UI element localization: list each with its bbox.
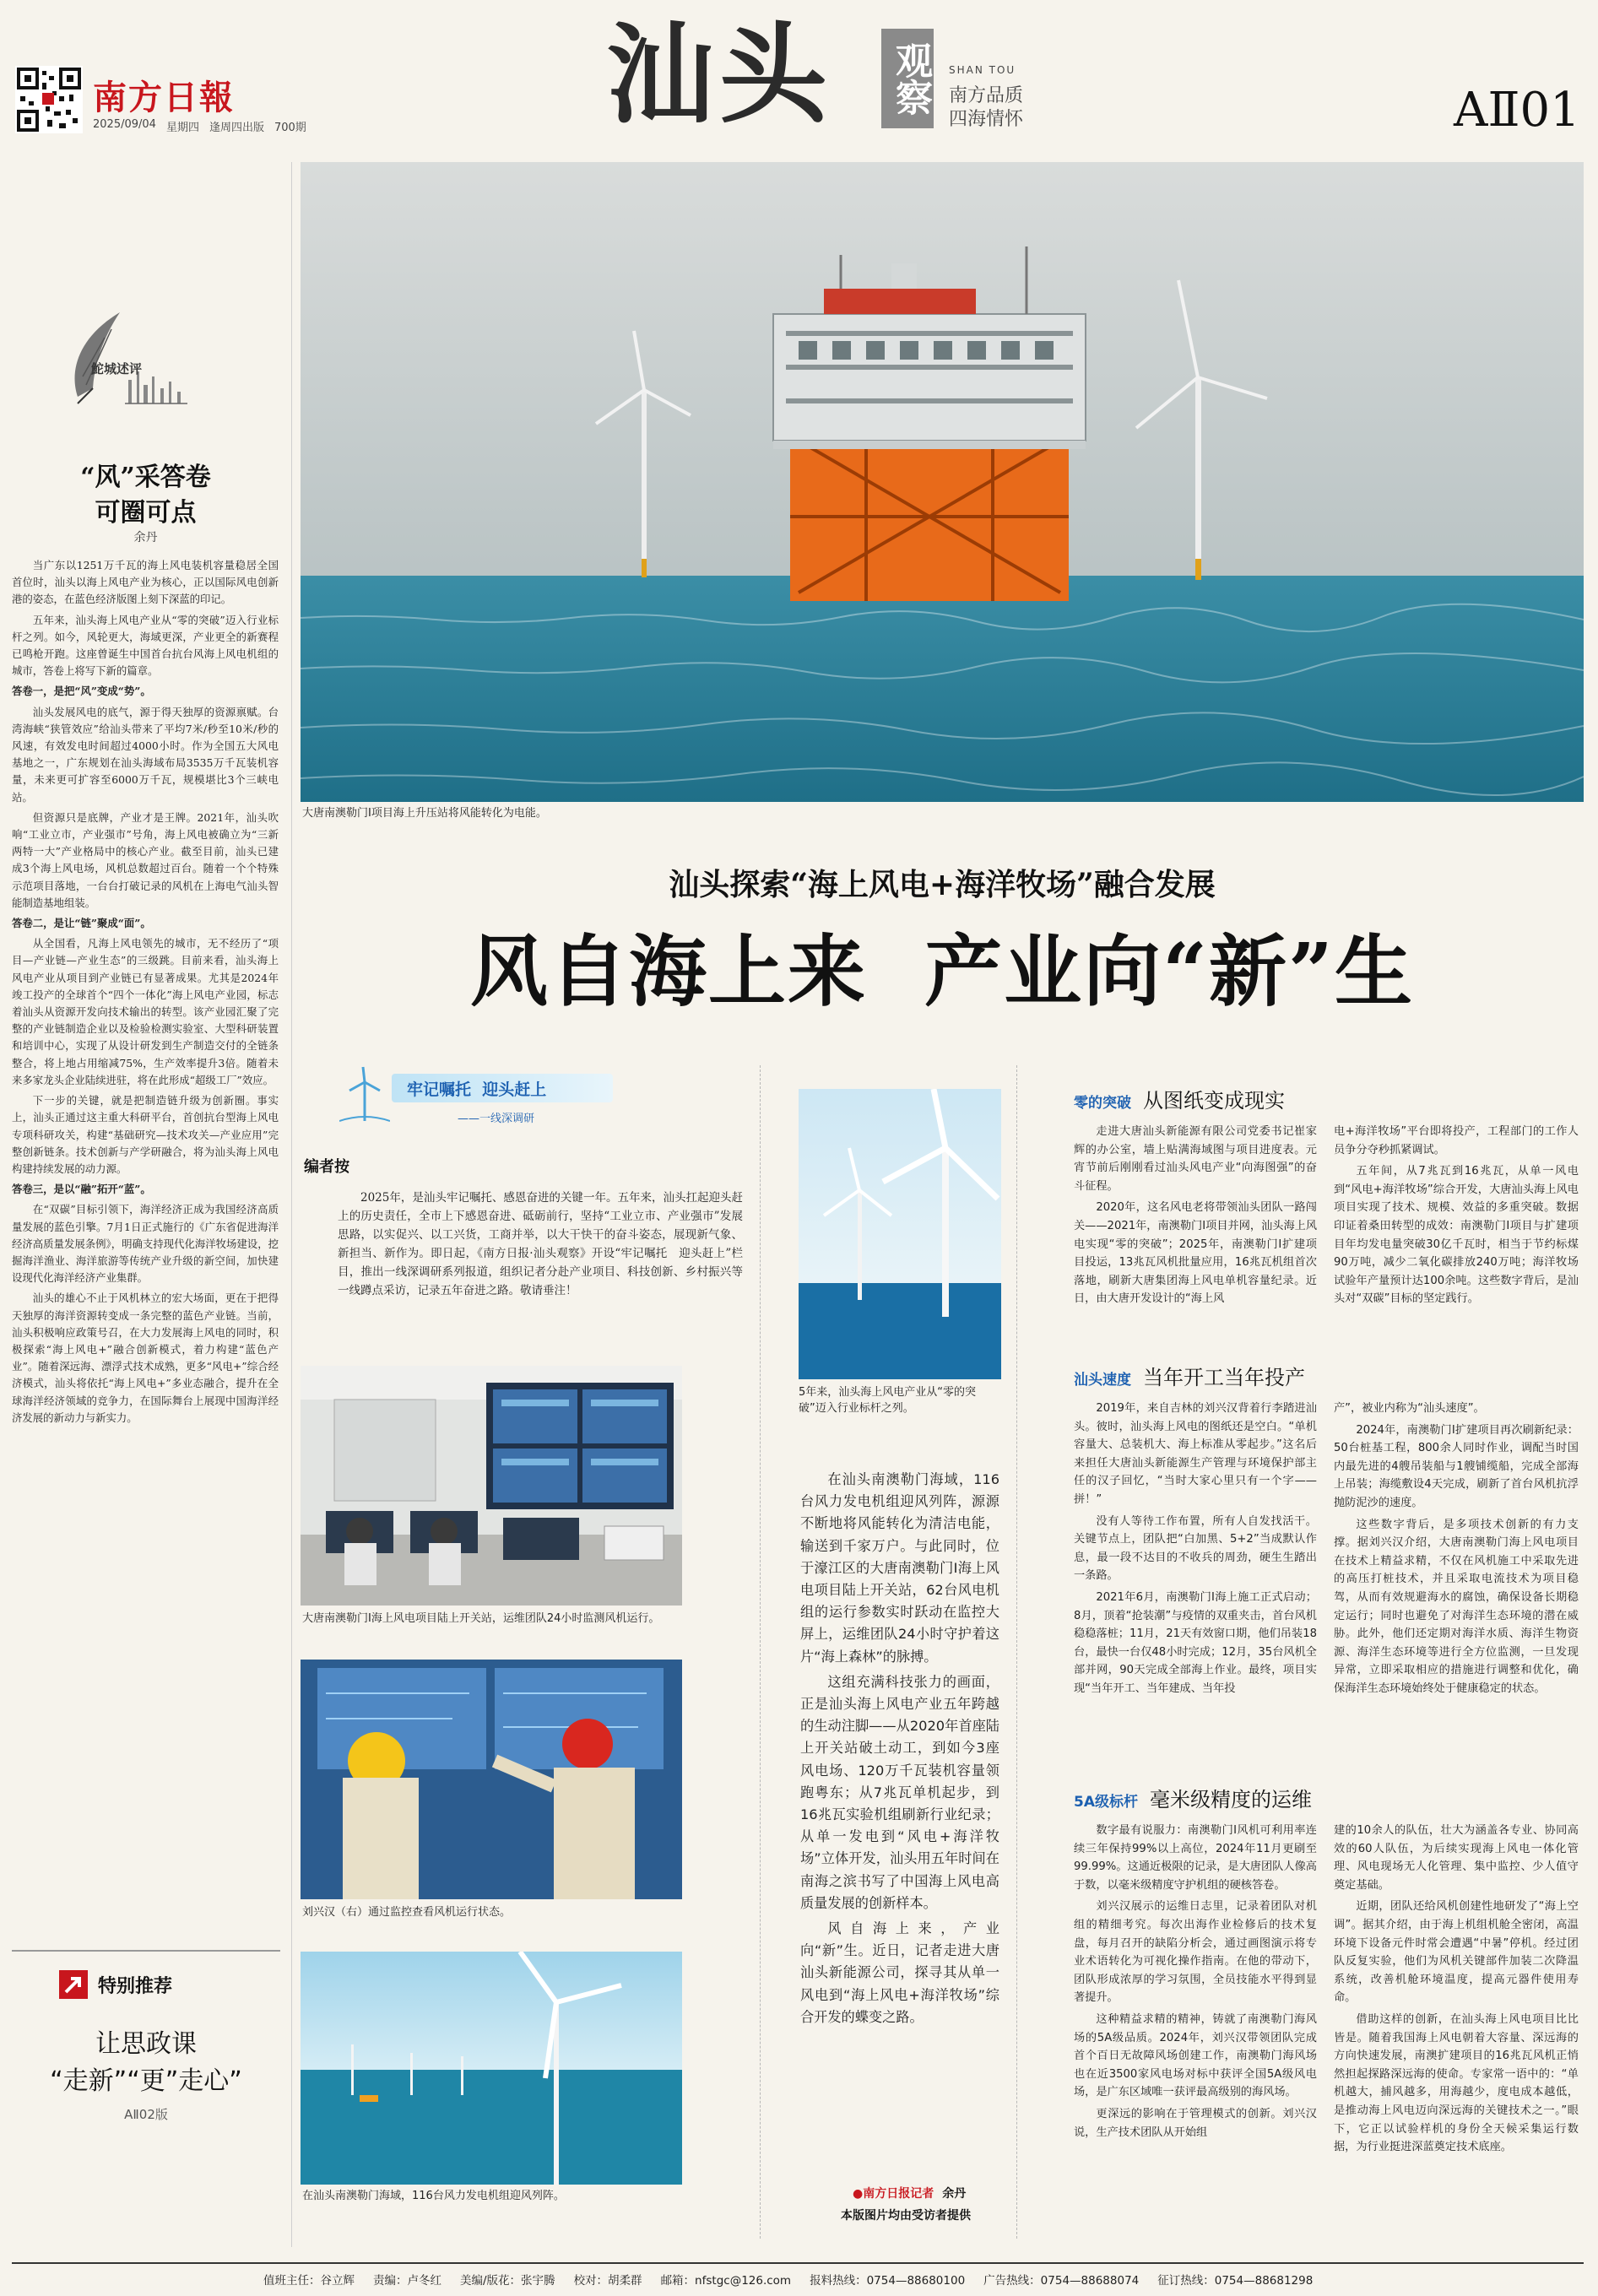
section2-head — [1074, 1361, 1305, 1390]
sidebar-paragraph: 下一步的关键，就是把制造链升级为创新圈。事实上，汕头正通过这主重大科研平台，首创抗台型海上风电专项科研攻关，构建“基础研究—技术攻关—产业应用”完整创新链条。技术创新与产学研融合，将为汕头海上风电构建持续发展的动力源。 — [12, 1094, 279, 1175]
footer-email[interactable]: 邮箱：nfstgc@126.com — [660, 2274, 792, 2288]
sidebar-body — [12, 557, 279, 1430]
section3-paragraph: 数字最有说服力：南澳勒门Ⅰ风机可利用率连续三年保持99%以上高位，2024年11月更刷至99.99%。这通近极限的记录，是大唐团队人像高于数，以毫米级精度守护机组的硬核答卷。 — [1074, 1824, 1317, 1892]
byline-outlet: ●南方日报记者 — [853, 2187, 934, 2201]
headline-main: 风自海上来 产业向“新”生 — [470, 926, 1414, 1017]
section3-paragraph: 建的10余人的队伍，壮大为涵盖各专业、协同高效的60人队伍，为后续实现海上风电一体化管理、风电现场无人化管理、集中监控、少人值守奠定基础。 — [1334, 1824, 1579, 1892]
column-name: 鮀城述评 — [91, 361, 143, 376]
recommend-page[interactable]: AⅡ02版 — [124, 2107, 168, 2122]
section2-paragraph: 2024年，南澳勒门Ⅰ扩建项目再次刷新纪录：50台桩基工程，800余人同时作业，调配当时国内最先进的4艘吊装船与1艘铺缆船，完成全部海上吊装；海缆敷设4天完成，刷新了首台风机抗浮抛防泥沙的速度。 — [1334, 1423, 1579, 1509]
sidebar-paragraph: 从全国看，凡海上风电领先的城市，无不经历了“项目—产业链—产业生态”的三级跳。目前来看，汕头海上风电产业从项目到产业链已有显著成果。尤其是2024年竣工投产的全球首个“四个一体化”海上风电产业园，标志着汕头从资源开发向技术输出的转型。该产业园汇聚了完整的产业链制造企业以及检验检测实验室、大型科研装置和培训中心，实现了从设计研发到生产制造交付的全链条整合，将上地占用缩减75%，生产效率提升3倍。随着未来多家龙头企业陆续进驻，将在此形成“超级工厂”效应。 — [12, 937, 279, 1086]
sidebar-paragraph: 汕头的雄心不止于风机林立的宏大场面，更在于把得天独厚的海洋资源转变成一条完整的蓝色产业链。当前，汕头积极响应政策号召，在大力发展海上风电的同时，积极探索“海上风电+”融合创新模式，着力构建“蓝色产业”。随着深远海、漂浮式技术成熟，更多“风电+”综合经济模式，汕头将依托“海上风电+”多业态融合，提升在全球海洋经济领域的竞争力，在国际舞台上展现中国海洋经济发展的新动力与新实力。 — [12, 1292, 279, 1424]
control-room-image — [301, 1366, 682, 1606]
section1-title: 从图纸变成现实 — [1143, 1089, 1285, 1113]
section2-tag: 汕头速度 — [1074, 1372, 1131, 1389]
control-room-caption: 大唐南澳勒门Ⅰ海上风电项目陆上开关站，运维团队24小时监测风机运行。 — [302, 1612, 660, 1625]
section3-paragraph: 刘兴汉展示的运维日志里，记录着团队对机组的精细考究。每次出海作业检修后的技术复盘，每月召开的缺陷分析会，通过画图演示将专业术语转化为可视化操作指南。在他的带动下，团队形成浓厚的学习氛围，全员技能水平得到显著提升。 — [1074, 1900, 1317, 2005]
footer-item: 校对：胡柔群 — [573, 2274, 642, 2288]
section3-col2 — [1334, 1822, 1579, 2160]
paper-name: 南方日報 — [93, 78, 235, 117]
section1-paragraph: 五年间，从7兆瓦到16兆瓦，从单一风电到“风电+海洋牧场”综合开发，大唐汕头海上风电项目实现了技术、规模、效益的多重突破。数据印证着桑田转型的成效：南澳勒门Ⅰ项目与扩建项目年均发电量突破30亿千瓦时，相当于节约标煤90万吨，减少二氧化碳排放240万吨；海洋牧场试验年产量预计达100余吨。这些数字背后，是汕头对“双碳”目标的坚定践行。 — [1334, 1165, 1579, 1306]
footer-rule — [12, 2262, 1584, 2264]
workers-photo — [301, 1660, 682, 1899]
section2-col1 — [1074, 1400, 1317, 1702]
section2-paragraph: 这些数字背后，是多项技术创新的有力支撑。据刘兴汉介绍，大唐南澳勒门海上风电项目在技术上精益求精，不仅在风机施工中采取先进的高压打桩技术，并且采取电流技术为项目稳驾，从而有效规避海水的腐蚀，确保设备长期稳定运行；同时也避免了对海洋生态环境的潜在威胁。此外，他们还定期对海洋水质、海洋生物资源、海洋生态环境等进行全方位监测，一旦发现异常，立即采取相应的措施进行调整和优化，确保海洋生态环境始终处于健康稳定的状态。 — [1334, 1518, 1579, 1695]
section2-title: 当年开工当年投产 — [1143, 1366, 1305, 1389]
section1-tag: 零的突破 — [1074, 1095, 1131, 1112]
footer-item: 值班主任：谷立辉 — [263, 2274, 355, 2288]
recommend-divider — [12, 1950, 280, 1952]
section2-paragraph: 2021年6月，南澳勒门Ⅰ海上施工正式启动；8月，顶着“抢装潮”与疫情的双重夹击，首台风机稳稳落桩；11月，21天有效窗口期，他们吊装18台，最快一台仅48小时完成；12月，35台风机全部并网，90天完成全部海上作业。最终，项目实现“当年开工、当年建成、当年投 — [1074, 1590, 1317, 1695]
recommend-box[interactable] — [12, 1967, 280, 2169]
series-badge-subtitle: ——一线深调研 — [458, 1113, 535, 1125]
editor-note-text: 2025年，是汕头牢记嘱托、感恩奋进的关键一年。五年来，汕头扛起迎头赶上的历史责任，全市上下感恩奋进、砥砺前行，坚持“工业立市、产业强市”发展思路，以实促兴、以工兴货，工商并举，以大干快干的奋斗姿态，展现新气象、新担当、新作为。即日起，《南方日报·汕头观察》开设“牢记嘱托 迎头赶上”栏目，推出一线深调研系列报道，组织记者分赴产业项目、科技创新、乡村振兴等一线蹲点采访，记录五年奋进之路。敬请垂注！ — [338, 1191, 743, 1297]
control-room-photo — [301, 1366, 682, 1606]
section1-head — [1074, 1084, 1285, 1113]
footer-item: 征订热线：0754—88681298 — [1157, 2274, 1314, 2288]
sidebar-paragraph: 在“双碳”目标引领下，海洋经济正成为我国经济高质量发展的蓝色引擎。7月1日正式施行的《广东省促进海洋经济高质量发展条例》，明确支持现代化海洋牧场建设，挖掘海洋渔业、海洋旅游等传统产业升级的新空间，加快建设现代化海洋经济产业集群。 — [12, 1203, 279, 1285]
qr-code-icon — [15, 66, 83, 133]
section3-paragraph: 这种精益求精的精神，铸就了南澳勒门海风场的5A级品质。2024年，刘兴汉带领团队完成首个百日无故障风场创建工作，南澳勒门海风场也在近3500家风电场对标中获评全国5A级风电场，是广东区域唯一获评最高级别的海风场。 — [1074, 2012, 1317, 2099]
section1-paragraph: 走进大唐汕头新能源有限公司党委书记崔家辉的办公室，墙上贴满海域图与项目进度表。元宵节前后刚刚看过汕头风电产业“向海图强”的奋斗征程。 — [1074, 1125, 1317, 1193]
section3-head — [1074, 1783, 1312, 1812]
issue-info — [93, 118, 306, 134]
region-tag: 观察 — [889, 41, 932, 116]
byline-name: 余丹 — [942, 2187, 967, 2201]
column-divider — [1016, 1065, 1017, 2239]
lead-paragraph: 风自海上来，产业向“新”生。近日，记者走进大唐汕头新能源公司，探寻其从单一风电到“海上风电+海洋牧场”综合开发的蝶变之路。 — [800, 1920, 999, 2025]
column-divider — [760, 1065, 761, 2239]
turbine-image — [799, 1089, 1001, 1379]
footer-item: 责编：卢冬红 — [373, 2274, 441, 2288]
slogan-line1: 南方品质 — [949, 85, 1024, 106]
wind-turbine-icon — [339, 1065, 390, 1124]
region-pinyin: SHAN TOU — [949, 64, 1016, 76]
workers-image — [301, 1660, 682, 1899]
lead-body — [800, 1469, 999, 2032]
sidebar-title-line2: 可圈可点 — [95, 498, 197, 528]
byline — [853, 2185, 966, 2201]
region-tag-box — [881, 29, 934, 128]
section2-col2 — [1334, 1400, 1579, 1702]
issue-weekday: 星期四 — [165, 122, 199, 134]
editor-note — [338, 1189, 743, 1303]
turbine-photo — [799, 1089, 1001, 1379]
sidebar-paragraph: 五年来，汕头海上风电产业从“零的突破”迈入行业标杆之列。如今，风轮更大，海域更深，产业更全的新赛程已鸣枪开跑。这座曾诞生中国首台抗台风海上风电机组的城市，答卷上将写下新的篇章。 — [12, 613, 279, 678]
section2-paragraph: 产”，被业内称为“汕头速度”。 — [1334, 1402, 1485, 1415]
section3-paragraph: 更深远的影响在于管理模式的创新。刘兴汉说，生产技术团队从开始组 — [1074, 2107, 1317, 2139]
section2-paragraph: 2019年，来自吉林的刘兴汉背着行李踏进汕头。彼时，汕头海上风电的图纸还是空白。“单机容量大、总装机大、海上标准从零起步。”这名后来担任大唐汕头新能源生产管理与环境保护部主任的汉子回忆，“当时大家心里只有一个字——拼！” — [1074, 1402, 1317, 1506]
recommend-label: 特别推荐 — [98, 1976, 173, 1997]
series-badge-title: 牢记嘱托 迎头赶上 — [407, 1080, 547, 1099]
section3-paragraph: 近期，团队还给风机创建性地研发了“海上空调”。据其介绍，由于海上机组机舱全密闭，高温环境下设备元件时常会遭遇“中暑”停机。经过团队反复实验，他们为风机关键部件加装二次降温系统，改善机舱环境温度，提高元器件使用寿命。 — [1334, 1900, 1579, 2005]
headline-kicker: 汕头探索“海上风电+海洋牧场”融合发展 — [669, 867, 1216, 902]
section3-col1 — [1074, 1822, 1317, 2145]
quill-icon — [44, 304, 196, 414]
workers-caption: 刘兴汉（右）通过监控查看风机运行状态。 — [302, 1906, 512, 1919]
section3-paragraph: 借助这样的创新，在汕头海上风电项目比比皆是。随着我国海上风电朝着大容量、深远海的方向快速发展，南澳扩建项目的16兆瓦风机正悄然担起探路深远海的使命。专家常一语中的：“单机越大，捕风越多，用海越少，度电成本越低，是推动海上风电迈向深远海的关键技术之一。”眼下，它正以试验样机的身份全天候采集运行数据，为行业挺进深蓝奠定技术底座。 — [1334, 2012, 1579, 2154]
sidebar-author: 余丹 — [133, 531, 158, 544]
sidebar-subhead: 答卷二，是让“链”聚成“面”。 — [12, 917, 151, 930]
editor-note-label: 编者按 — [304, 1158, 349, 1176]
footer-item: 报料热线：0754—88680100 — [810, 2274, 966, 2288]
issue-frequency: 逢周四出版 — [209, 122, 264, 134]
sidebar-divider — [291, 162, 292, 2247]
page-number: AⅡ01 — [1454, 83, 1580, 138]
lead-paragraph: 这组充满科技张力的画面，正是汕头海上风电产业五年跨越的生动注脚——从2020年首座陆上开关站破土动工，到如今3座风电场、120万千瓦装机容量领跑粤东；从7兆瓦单机起步，到16兆瓦实验机组刷新行业纪录；从单一发电到“风电+海洋牧场”立体开发，汕头用五年时间在南海之滨书写了中国海上风电高质量发展的创新样本。 — [800, 1673, 999, 1911]
wind-farm-caption: 在汕头南澳勒门海域，116台风力发电机组迎风列阵。 — [302, 2190, 565, 2202]
hero-caption: 大唐南澳勒门Ⅰ项目海上升压站将风能转化为电能。 — [302, 807, 547, 820]
section1-col2 — [1334, 1123, 1579, 1312]
series-badge — [339, 1065, 618, 1129]
footer-item: 广告热线：0754—88688074 — [983, 2274, 1140, 2288]
photo-credit: 本版图片均由受访者提供 — [841, 2209, 971, 2223]
section2-paragraph: 没有人等待工作布置，所有人自发找活干。关键节点上，团队把“白加黑、5+2”当成默认作息，最一段不达目的不收兵的周劲，硬生生踏出一条路。 — [1074, 1514, 1317, 1583]
sidebar-paragraph: 但资源只是底牌，产业才是王牌。2021年，汕头吹响“工业立市，产业强市”号角，海上风电被确立为“三新两特一大”产业格局中的核心产业。截至目前，汕头已建成3个海上风电场，风机总数超过百台。随着一个个特殊示范项目落地，一台台打破记录的风机在上海电气汕头智能制造基地组装。 — [12, 810, 279, 909]
slogan-line2: 四海情怀 — [949, 109, 1024, 130]
footer — [263, 2271, 1313, 2288]
issue-number: 700期 — [274, 122, 306, 134]
section1-col1 — [1074, 1123, 1317, 1312]
section3-tag: 5A级标杆 — [1074, 1794, 1138, 1811]
footer-item: 美编/版花：张宇腾 — [460, 2274, 555, 2288]
offshore-substation-image — [301, 162, 1584, 802]
sidebar-paragraph: 当广东以1251万千瓦的海上风电装机容量稳居全国首位时，汕头以海上风电产业为核心，正以国际风电创新港的姿态，在蓝色经济版图上刻下深蓝的印记。 — [12, 559, 279, 606]
section3-title: 毫米级精度的运维 — [1150, 1788, 1312, 1811]
issue-date: 2025/09/04 — [93, 118, 156, 131]
turbine-caption: 5年来，汕头海上风电产业从“零的突破”迈入行业标杆之列。 — [799, 1386, 977, 1415]
recommend-title-line2: “走新”“更”走心” — [50, 2066, 242, 2096]
sidebar-paragraph: 汕头发展风电的底气，源于得天独厚的资源禀赋。台湾海峡“狭管效应”给汕头带来了平均7米/秒至10米/秒的风速，有效发电时间超过4000小时。作为全国五大风电基地之一，广东规划在汕头海域布局3535万千瓦装机容量，未来更可扩容至6000万千瓦，规模堪比3个三峡电站。 — [12, 705, 279, 804]
hero-photo — [301, 162, 1584, 802]
region-title: 汕头 — [606, 12, 833, 138]
sidebar-subhead: 答卷一，是把“风”变成“势”。 — [12, 685, 151, 698]
section1-paragraph: 电+海洋牧场”平台即将投产，工程部门的工作人员争分夺秒抓紧调试。 — [1334, 1125, 1579, 1156]
masthead — [0, 0, 1598, 160]
arrow-icon — [59, 1970, 88, 1999]
section1-paragraph: 2020年，这名风电老将带领汕头团队一路闯关——2021年，南澳勒门Ⅰ项目并网，汕头海上风电实现“零的突破”；2025年，南澳勒门Ⅰ扩建项目投运，13兆瓦风机批量应用，16兆瓦机组首次落地，刷新大唐集团海上风电单机容量纪录。近日，由大唐开发设计的“海上风 — [1074, 1201, 1318, 1306]
recommend-title-line1: 让思政课 — [95, 2029, 197, 2059]
lead-paragraph: 在汕头南澳勒门海域，116台风力发电机组迎风列阵，源源不断地将风能转化为清洁电能，输送到千家万户。与此同时，位于濠江区的大唐南澳勒门Ⅰ海上风电项目陆上开关站，62台风电机组的运行参数实时跃动在监控大屏上，运维团队24小时守护着这片“海上森林”的脉搏。 — [800, 1471, 999, 1665]
sidebar-title-line1: “风”采答卷 — [80, 463, 211, 492]
wind-farm-photo — [301, 1952, 682, 2185]
wind-farm-image — [301, 1952, 682, 2185]
sidebar-subhead: 答卷三，是以“融”拓开“蓝”。 — [12, 1183, 151, 1196]
